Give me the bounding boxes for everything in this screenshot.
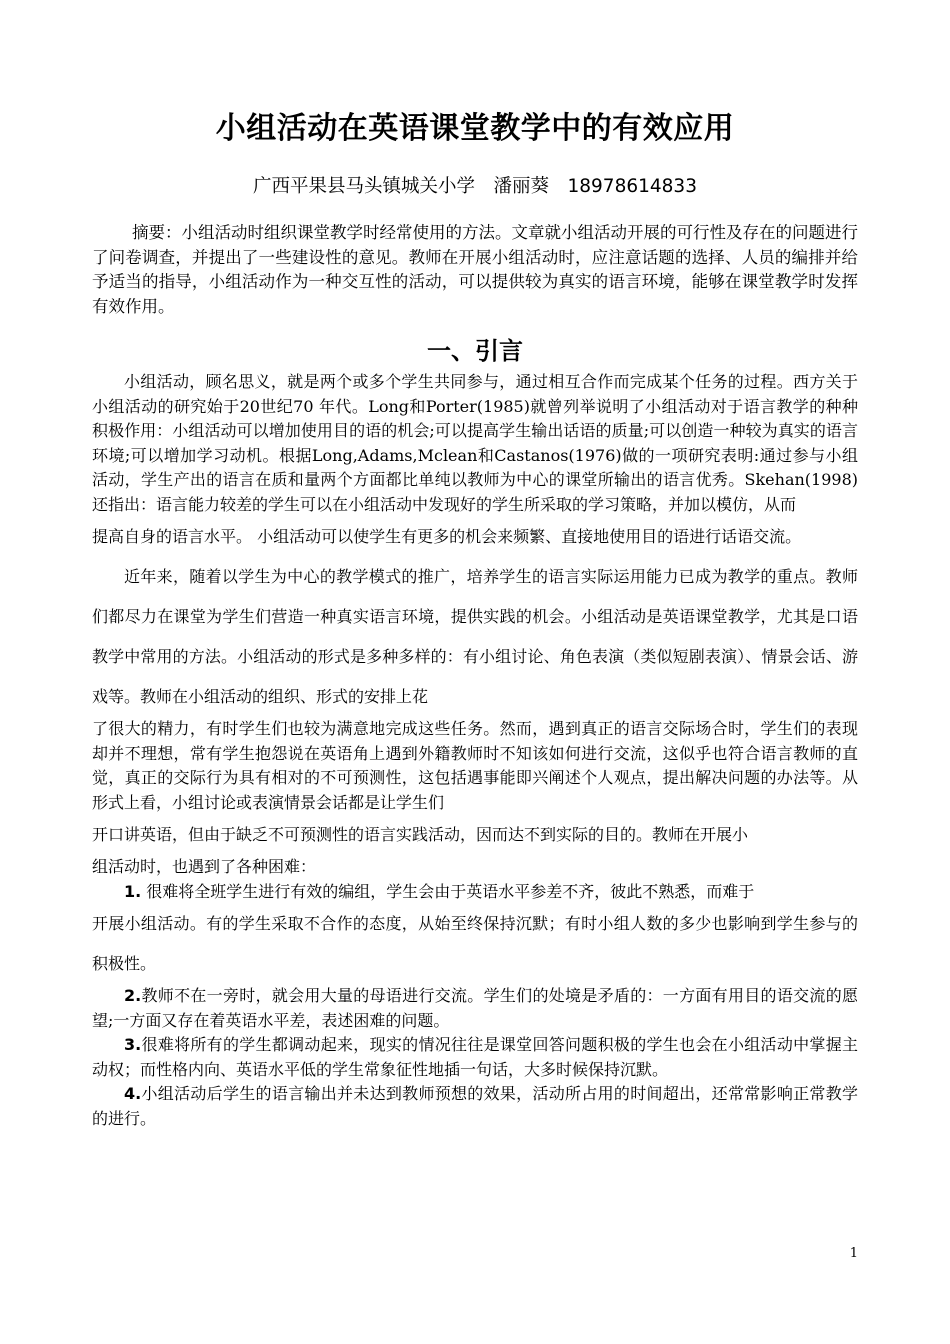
list-number: 4. xyxy=(124,1084,142,1103)
paragraph-1-continued xyxy=(92,517,858,557)
abstract: 摘要：小组活动时组织课堂教学时经常使用的方法。文章就小组活动开展的可行性及存在的问题进行了问卷调查，并提出了一些建设性的意见。教师在开展小组活动时，应注意话题的选择、人员的编排并给予适当的指导，小组活动作为一种交互性的活动，可以提供较为真实的语言环境，能够在课堂教学时发挥有效作用。 xyxy=(92,223,858,316)
list-number: 2. xyxy=(124,986,142,1005)
list-item-3 xyxy=(92,1033,858,1082)
list-number: 1. xyxy=(124,881,142,901)
list-item-2 xyxy=(92,984,858,1033)
paragraph-2 xyxy=(92,557,858,717)
list-item-1-continued xyxy=(92,904,858,984)
list-number: 3. xyxy=(124,1035,142,1054)
list-item-1 xyxy=(92,880,858,905)
paragraph-2-text-continued-3: 组活动时，也遇到了各种困难： xyxy=(92,857,317,876)
paragraph-1-text: 小组活动，顾名思义，就是两个或多个学生共同参与，通过相互合作而完成某个任务的过程。西方关于小组活动的研究始于20世纪70 年代。Long和Porter(1985)就曾列举说明了小组活动对于语言教学的种种积极作用：小组活动可以增加使用目的语的机会;可以提高学生输出话语的质量;可以创造一种较为真实的语言环境;可以增加学习动机。根据Long,Adams,Mclean和Castanos(1976)做的一项研究表明:通过参与小组活动，学生产出的语言在质和量两个方面都比单纯以教师为中心的课堂所输出的语言优秀。Skehan(1998)还指出：语言能力较差的学生可以在小组活动中发现好的学生所采取的学习策略，并加以模仿，从而 xyxy=(92,372,858,514)
paragraph-2-text-continued: 了很大的精力，有时学生们也较为满意地完成这些任务。然而，遇到真正的语言交际场合时，学生们的表现却并不理想，常有学生抱怨说在英语角上遇到外籍教师时不知该如何进行交流，这似乎也符合语言教师的直觉，真正的交际行为具有相对的不可预测性，这包括遇事能即兴阐述个人观点，提出解决问题的办法等。从形式上看，小组讨论或表演情景会话都是让学生们 xyxy=(92,719,858,812)
list-item-text: 小组活动后学生的语言输出并未达到教师预想的效果，活动所占用的时间超出，还常常影响正常教学的进行。 xyxy=(92,1084,858,1128)
list-item-text: 很难将全班学生进行有效的编组，学生会由于英语水平参差不齐，彼此不熟悉，而难于 xyxy=(141,881,755,901)
list-item-text: 教师不在一旁时，就会用大量的母语进行交流。学生们的处境是矛盾的：一方面有用目的语交流的愿望;一方面又存在着英语水平差，表述困难的问题。 xyxy=(92,986,858,1030)
list-item-text: 很难将所有的学生都调动起来，现实的情况往往是课堂回答问题积极的学生也会在小组活动中掌握主动权；而性格内向、英语水平低的学生常象征性地插一句话，大多时候保持沉默。 xyxy=(92,1035,858,1079)
author-line: 广西平果县马头镇城关小学 潘丽葵 18978614833 xyxy=(253,176,697,197)
section-heading-introduction: 一、引言 xyxy=(427,337,523,365)
paragraph-1-text-continued: 提高自身的语言水平。 小组活动可以使学生有更多的机会来频繁、直接地使用目的语进行话语交流。 xyxy=(92,527,802,546)
list-item-4 xyxy=(92,1082,858,1131)
paragraph-2-text-continued-2: 开口讲英语，但由于缺乏不可预测性的语言实践活动，因而达不到实际的目的。教师在开展小 xyxy=(92,825,749,844)
paragraph-2-continued-3 xyxy=(92,855,858,880)
paragraph-2-continued xyxy=(92,717,858,815)
list-item-text-continued: 开展小组活动。有的学生采取不合作的态度，从始至终保持沉默；有时小组人数的多少也影响到学生参与的积极性。 xyxy=(92,914,858,973)
document-title: 小组活动在英语课堂教学中的有效应用 xyxy=(215,111,735,146)
paragraph-1 xyxy=(92,370,858,517)
body-text xyxy=(92,370,858,1131)
paragraph-2-text: 近年来，随着以学生为中心的教学模式的推广，培养学生的语言实际运用能力已成为教学的重点。教师们都尽力在课堂为学生们营造一种真实语言环境，提供实践的机会。小组活动是英语课堂教学，尤其是口语教学中常用的方法。小组活动的形式是多种多样的：有小组讨论、角色表演（类似短剧表演）、情景会话、游戏等。教师在小组活动的组织、形式的安排上花 xyxy=(92,567,858,706)
page-number: 1 xyxy=(849,1246,858,1261)
paragraph-2-continued-2 xyxy=(92,815,858,855)
